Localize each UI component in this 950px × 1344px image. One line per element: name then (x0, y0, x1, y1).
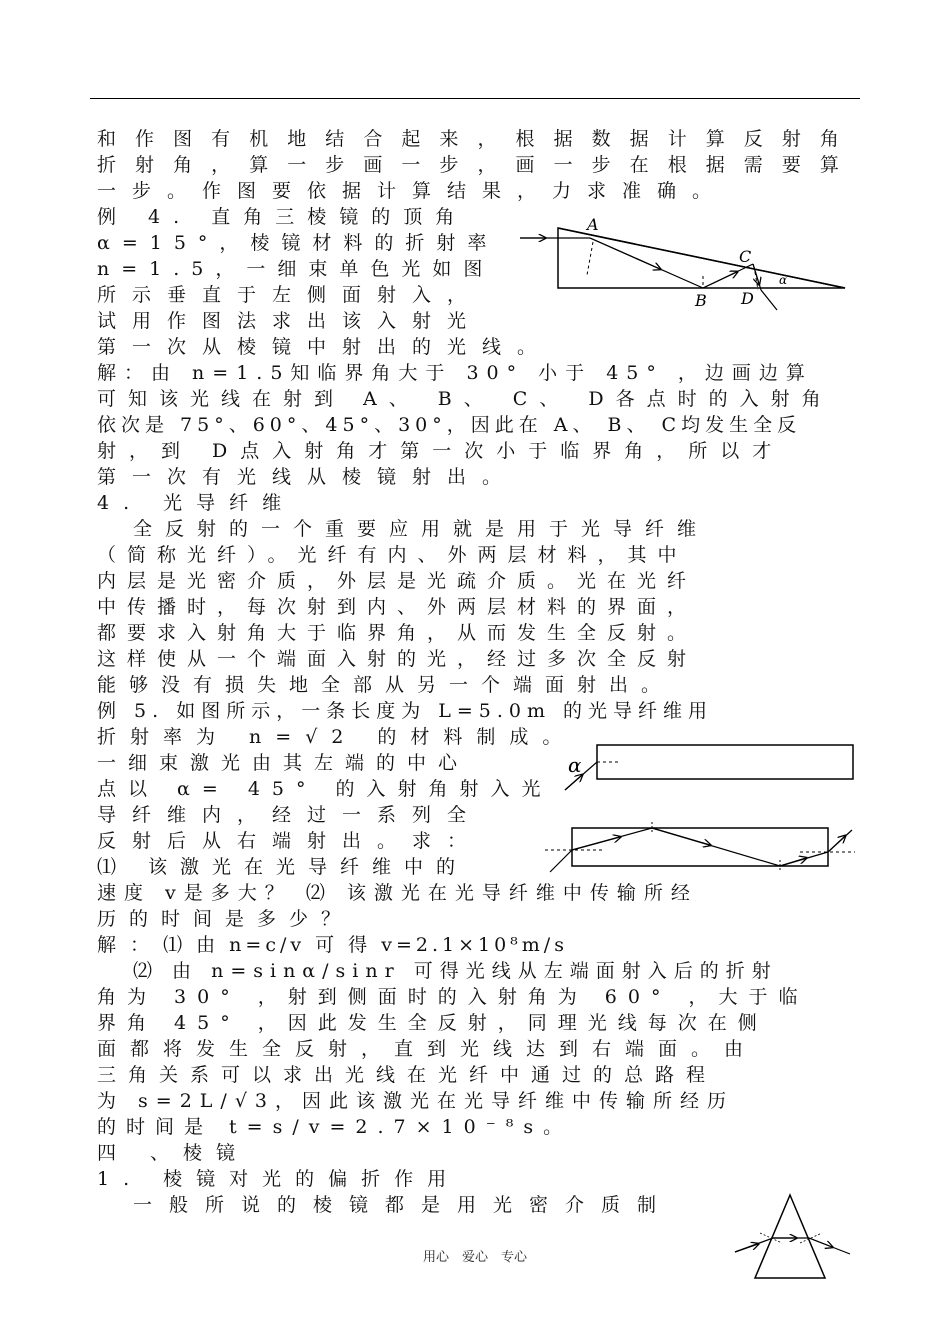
text-line: 第一次有光线从棱镜射出。 (97, 466, 518, 488)
point-a-label: A (587, 215, 599, 234)
text-line: 试用作图法求出该入射光 (97, 310, 483, 332)
point-c-label: C (739, 247, 752, 266)
text-line: 点以 α= 45° 的入射角射入光 (97, 778, 553, 800)
text-line: 历的时间是多少？ (97, 908, 354, 930)
text-line: 速度 v是多大？ ⑵ 该激光在光导纤维中传输所经 (97, 882, 698, 904)
text-line: 角为 30° ，射到侧面时的入射角为 60° ，大于临 (97, 986, 809, 1008)
triangular-prism-diagram (730, 1190, 855, 1282)
text-line: ⑵ 由 n=sinα/sinr 可得光线从左端面射入后的折射 (133, 960, 778, 982)
text-line: （简称光纤）。光纤有内、外两层材料，其中 (97, 544, 688, 566)
text-line: ⑴ 该激光在光导纤维中的 (97, 856, 469, 878)
text-line: 解 ： ⑴ 由 n=c/v 可 得 v=2.1×10⁸m/s (97, 934, 568, 956)
text-line: 一步。作图要依据计算结果，力求准确。 (97, 180, 728, 202)
point-b-label: B (695, 291, 707, 310)
text-line: 为 s=2L/√3，因此该激光在光导纤维中传输所经历 (97, 1090, 735, 1112)
header-rule (90, 98, 860, 99)
text-line: 折射率为 n=√2 的材料制成。 (97, 726, 576, 748)
text-line: 能够没有损失地全部从另一个端面射出。 (97, 674, 674, 696)
section-subheading: 1. 棱镜对光的偏折作用 (97, 1168, 461, 1190)
text-line: α=15°，棱镜材料的折射率 (97, 232, 499, 254)
fiber-zigzag-diagram (540, 818, 860, 878)
example-5-heading: 例 5. 如图所示，一条长度为 L=5.0m 的光导纤维用 (97, 700, 714, 722)
text-line: 这样使从一个端面入射的光，经过多次全反射 (97, 648, 698, 670)
text-line: 所示垂直于左侧面射入， (97, 284, 483, 306)
text-line: 内层是光密介质，外层是光疏介质。光在光纤 (97, 570, 698, 592)
section-heading: 四 、棱镜 (97, 1142, 250, 1164)
text-line: 反射后从右端射出。求： (97, 830, 483, 852)
text-line: 一般所说的棱镜都是用光密介质制 (133, 1194, 674, 1216)
text-line: 面都将发生全反射，直到光线达到右端面。由 (97, 1038, 758, 1060)
text-line: 折 射 角 ， 算 一 步 画 一 步 ， 画 一 步 在 根 据 需 要 算 (97, 154, 839, 176)
text-line: 和 作 图 有 机 地 结 合 起 来 ， 根 据 数 据 计 算 反 射 角 (97, 128, 839, 150)
text-line: 界角 45° ，因此发生全反射，同理光线每次在侧 (97, 1012, 768, 1034)
text-line: 的时间是 t=s/v=2.7×10⁻⁸s。 (97, 1116, 573, 1138)
alpha-label: α (779, 273, 788, 287)
fiber-entry-diagram (560, 740, 860, 800)
text-line: 解：由 n=1.5知临界角大于 30° 小于 45° ，边画边算 (97, 362, 813, 384)
text-line: 一细束激光由其左端的中心 (97, 752, 470, 774)
section-heading: 4. 光导纤维 (97, 492, 296, 514)
text-line: 三角关系可以求出光线在光纤中通过的总路程 (97, 1064, 718, 1086)
page-footer: 用心 爱心 专心 (422, 1250, 527, 1265)
point-d-label: D (741, 289, 754, 308)
text-line: 中传播时，每次射到内、外两层材料的界面， (97, 596, 698, 618)
text-line: 可知该光线在射到 A、 B、 C、 D各点时的入射角 (97, 388, 833, 410)
text-line: n=1.5，一细束单色光如图 (97, 258, 495, 280)
text-line: 第一次从棱镜中射出的光线。 (97, 336, 553, 358)
prism-diagram (515, 210, 855, 320)
alpha-label: α (568, 753, 582, 777)
text-line: 导纤维内，经过一系列全 (97, 804, 483, 826)
text-line: 都要求入射角大于临界角，从而发生全反射。 (97, 622, 698, 644)
example-4-heading: 例 4. 直角三棱镜的顶角 (97, 206, 468, 228)
text-line: 依次是 75°、60°、45°、30°，因此在 A、 B、 C均发生全反 (97, 414, 802, 436)
text-line: 射，到 D点入射角才第一次小于临界角，所以才 (97, 440, 785, 462)
text-line: 全反射的一个重要应用就是用于光导纤维 (133, 518, 710, 540)
